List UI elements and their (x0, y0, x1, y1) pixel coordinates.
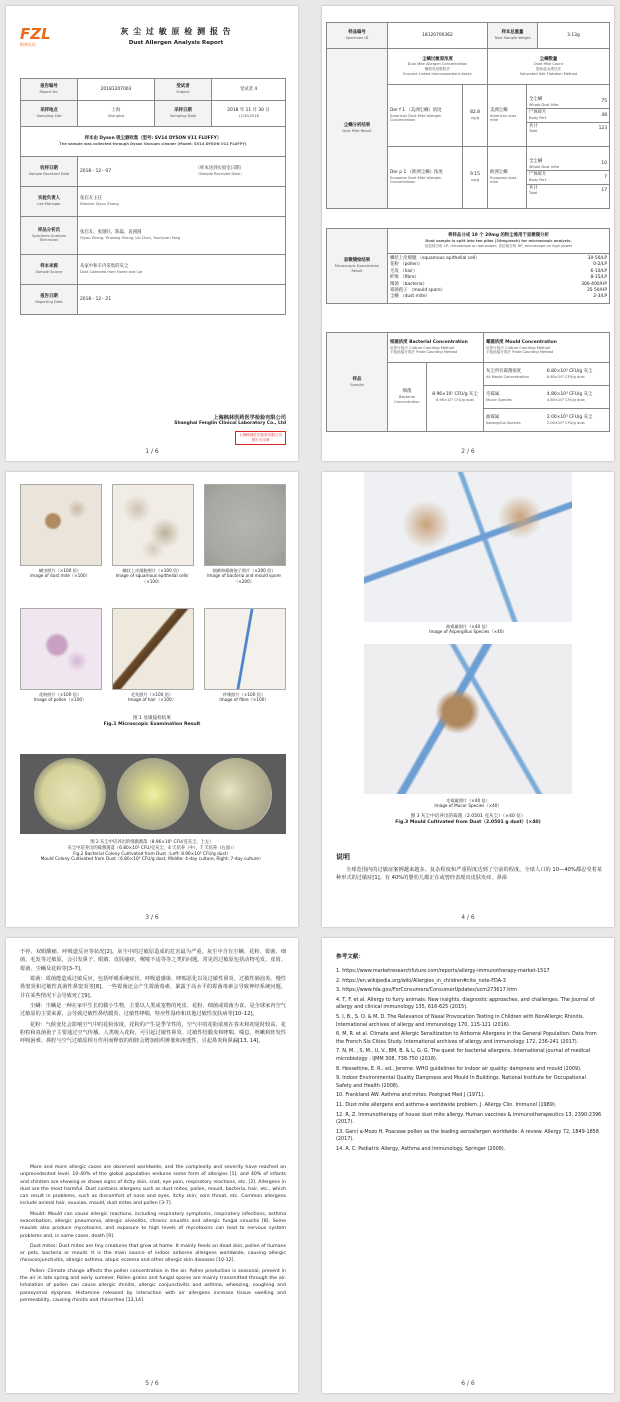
all-mould-value-en: 6.80×10³ CFU/g dust (546, 374, 585, 379)
fig1-caption-en: Fig.1 Microscopic Examination Result (103, 722, 201, 728)
subject-value: 受试者 4 (212, 79, 286, 101)
specimen-id-label: 样品编号 (348, 30, 366, 36)
fig2-caption-cn-2: 灰尘中培养出的霉菌菌落（6.80×10³ CFU/克灰尘，4 天培养（中），7 天培养（右面）） (67, 845, 237, 851)
total-weight-label: 样本总重量 (501, 30, 524, 36)
en-para-pollen: Pollen: Climate change affects the pollen concentration in the air. Pollen production is seasonal, present in the air in late spring and early summer. Pollen grains and fungal spores are mainly transmitted through the air. Inhalation of pollen can cause allergic rhinitis, allergic conjunctivitis and asthma, wheezing, coughing and paroxysmal dyspnea. Histamine released by interaction with air allergens increase tissue swelling and permeability, causing rhinitis and rhinorrhea [13,14]. (20, 1268, 286, 1303)
notes-text: 全球范围内的过敏症案例越来越多。复杂程度和严重程度达到了空前的程度。全球人口的 10—40%都忍受着某种形式的过敏症[1]。有 40%的婴幼儿都正在或曾经表现出皮肤发痒、鼻涕 (336, 867, 602, 882)
reference-item: 11. Dust mite allergens and asthma-a worldwide problem. J. Allergy Clin. Immunol (1989). (336, 1101, 557, 1108)
reporting-date-label-en: Reporting Date (35, 300, 63, 305)
cap-pollen-en: Image of pollen（×100） (33, 697, 87, 703)
american-mite-label: 美洲尘螨 (490, 107, 508, 113)
micro-row-value: 30-50/LP (587, 256, 607, 261)
site-label-en: Sampling Site (36, 114, 62, 119)
aspergillus-label: 曲霉属 (486, 414, 500, 420)
sample-note-en: The sample was collected through Dyson Vacuum cleaner (Model: SV14 DYSON V11 FLUFFY) (59, 142, 247, 147)
org-name-en: Shanghai Fenglin Clinical Laboratory Co., Ltd (174, 421, 286, 426)
eu-part-label: 尸体碎片 (529, 172, 547, 178)
en-para-1: More and more allergic cases are observed worldwide, and the complexity and severity have reached an unprecedented level. 10-40% of the global population endures some form of allergies [1], and 40% of infants and children are showing or shows signs of itchy skin, snot, eye pain, respiratory reactions, etc. [2]. Allergens in dust are the most harmful. Dust contains allergens such as dust mites, pollen, mould, bacteria, hair, etc., which can result in problems, such as discomfort of nose and eyes, itchy skin, sore throat, etc. Common allergens include animal hair, exuviae, mould, dust mites and pollen [3-7]. (20, 1165, 286, 1207)
mucor-photo (364, 644, 572, 794)
lab-seal-stamp (235, 431, 286, 445)
cap-hair-en: Image of hair（×100） (128, 697, 176, 703)
all-mould-label-en: All Mould Concentration (486, 374, 530, 379)
org-name-cn: 上海枫林医药医学检验有限公司 (213, 415, 286, 421)
am-whole-label: 全尘螨 (529, 96, 543, 102)
report-page-5 (6, 938, 298, 1393)
site-value: 上海 (111, 108, 121, 114)
signature-block (174, 414, 286, 445)
received-value: 2018－12－07 (78, 157, 155, 187)
micro-row-value: 300-400/HP (581, 281, 607, 287)
micro-row-label: 尘螨 （dust mite） (390, 294, 430, 300)
micro-row-value: 8-15/LP (590, 275, 607, 281)
micro-row-value: 2-3/LP (593, 294, 607, 300)
reference-item: 1. https://www.marketresearchfuture.com/reports/allergy-immunotherapy-market-1517 (336, 968, 550, 974)
sample-note-cn: 样本由 Dyson 吸尘器收集（型号: SV14 DYSON V11 FLUFFY） (84, 136, 222, 142)
cap-aspergillus-cn: 曲霉属照片（×40 倍） (446, 624, 490, 629)
cap-mite-cn: 螨虫照片（×100 倍） (38, 568, 82, 573)
cn-para-mite: 尘螨：尘螨是一种在家中生长的微小生物，主要以人类或宠物的死皮、花粉、细菌或霉菌为食。是全球家内空气过敏原的主要来源，会导致过敏性鼻结膜炎、过敏性哮喘，特应性湿疹和其他过敏性皮肤病等[10–12]。 (20, 1002, 286, 1018)
dust-mite-table (326, 22, 610, 209)
micro-row-value: 6-10/LP (590, 268, 607, 274)
mould-dish-4day (117, 758, 189, 830)
en-para-mould: Mould: Mould can cause allergic reactions, including respiratory symptoms, respiratory infections, asthma exacerbation, allergic pneumonia, allergic alveolitis, chronic sinusitis and allergic fungal sinusitis [8]. Some moulds also produce mycotoxins, and exposure to high levels of mycotoxins can lead to nervous system problems and, in some cases, death [9]. (20, 1211, 286, 1239)
fig2-caption-en-2: Mould Colony Cultivated from Dust（6.80×10³ CFU/g dust, Middle: 4-day culture, Right: 7-day culture） (40, 857, 264, 863)
page-number: 3 / 6 (145, 914, 159, 921)
seal-sub: 报告专用章 (251, 438, 270, 442)
cap-hair-cn: 毛发照片（×100 倍） (130, 692, 174, 697)
subject-label-en: Subject (176, 90, 190, 95)
aspergillus-value-en: 2.00×10³ CFU/g dust (546, 420, 585, 425)
report-page-6 (322, 938, 614, 1393)
specimen-id-value: 18120700362 (388, 23, 488, 49)
reporting-date-value: 2018－12－21 (78, 285, 286, 315)
count-header-en: Dust Mite Count (533, 62, 563, 67)
notes-heading: 说明 (336, 853, 350, 861)
total-weight-label-en: Total Sample Weight (494, 36, 531, 41)
date-value-en: 11/30/2018 (238, 114, 259, 119)
cap-mucor-en: Image of Mucor Species（×40） (434, 803, 502, 809)
am-total-label-en: Total (529, 129, 538, 134)
date-label: 采样日期 (174, 108, 192, 114)
mould-dish-7day (200, 758, 272, 830)
sample-label: 样品 (352, 376, 362, 382)
report-page-4 (322, 472, 614, 927)
mucor-label-en: Mucor Species (486, 397, 513, 402)
reference-item: 4. T, F. et al. Allergy to furry animals: New insights, diagnostic approaches, and challenges. The Journal of allergy and clinical immunology 135, 616-625 (2015). (336, 996, 595, 1011)
aspergillus-value: 2.00×10³ CFU/g 灰尘 (546, 414, 593, 420)
derp-value: 9.15 (470, 172, 480, 178)
am-total-value: 123 (598, 126, 607, 132)
received-note-cn: （样本送到实验室日期） (195, 166, 244, 172)
bacteria-photo (204, 484, 286, 566)
mucor-label: 毛霉属 (486, 391, 500, 397)
eu-total-value: 17 (601, 188, 607, 194)
report-page-3 (6, 472, 298, 927)
am-total-label: 共计 (529, 123, 538, 129)
reference-item: 5. I, B., S. O. & M, D. The Relevance of Nasal Provocation Testing in Children with NonAllergic Rhinitis. International archives of allergy and immunology 170, 115-121 (2016). (336, 1013, 585, 1028)
report-title-cn: 灰 尘 过 敏 原 检 测 报 告 (120, 27, 232, 36)
source-value: 从家中和车内采集的灰尘 (80, 264, 129, 270)
reference-item: 8. Hesseltine, E. R., ed., Jerome. WHO guidelines for indoor air quality: dampness and mould (2009). (336, 1065, 582, 1072)
mite-result-label: 尘螨分析结果 (343, 123, 371, 129)
bacteria-label: 细菌 (402, 389, 412, 395)
cap-fibre-en: Image of fibre（×100） (219, 697, 269, 703)
epithelial-photo (112, 484, 194, 566)
received-label-en: Sample Received Date (28, 172, 70, 177)
received-label: 收样日期 (40, 166, 58, 172)
fig3-caption-cn: 图 3 灰尘中培养出的霉菌（2.0501 克灰尘）（×40 倍） (410, 814, 526, 819)
cap-bacteria-cn: 细菌和霉菌孢子照片（×200 倍） (212, 568, 276, 573)
specimen-id-label-en: Specimen ID (345, 36, 369, 41)
derp-label: Der p 1 （欧洲尘螨）浓度 (390, 169, 443, 175)
reference-item: 12. R, Z. Immunotherapy of house dust mite allergy. Human vaccines & immunotherapeutics 13, 2390-2396 (2017). (336, 1111, 602, 1126)
count-method-en: Saturated Salt Flotation Method (519, 71, 578, 76)
cn-paragraphs (20, 948, 286, 1045)
references-list (336, 968, 602, 1155)
european-mite-label-en: European dust mite (490, 175, 517, 185)
count-method-cn: 饱和盐水漂浮法 (535, 67, 562, 72)
reference-item: 9. Indoor Environmental Quality Dampness and Mould In Buildings. National Institute for Occupational Safety and Health (2008). (336, 1075, 586, 1089)
source-label-en: Sample Source (35, 270, 63, 275)
logo-letters: FZL (20, 25, 51, 43)
lab-manager-value: 张启友主任 (80, 196, 102, 202)
en-paragraphs (20, 1164, 286, 1304)
conc-method-en: Enzyme Linked Immunosorbent Assay (403, 71, 472, 76)
eu-whole-label: 全尘螨 (529, 158, 543, 164)
cap-aspergillus-en: Image of Aspergillus Species（×40） (429, 629, 507, 635)
source-label: 样本来源 (40, 264, 58, 270)
am-part-label: 尸体碎片 (529, 110, 547, 116)
derp-unit: ng/g (470, 178, 480, 183)
bacteria-label-en-2: Concentration (394, 399, 420, 404)
received-note-en: （Sample Received Date） (195, 172, 244, 177)
derf-value: 82.8 (470, 110, 480, 116)
lab-manager-label: 实验负责人 (38, 196, 60, 202)
bacteria-dish (34, 758, 106, 830)
report-title-en: Dust Allergen Analysis Report (128, 40, 224, 46)
cn-para-1: 不停、双眼酸痛、呼吸道反应等状况[2]。灰尘中的过敏原造成的危害最为严重。灰尘中含有尘螨、花粉、霉菌、细菌、毛发等过敏原，会引发鼻子、眼睛、皮肤瘙痒，喉咙不适等等之类的问题。常见的过敏原包括动物毛发、皮屑、霉菌、尘螨及花粉等[3–7]。 (20, 949, 286, 972)
eu-whole-value: 10 (591, 158, 609, 171)
micro-row-label: 纤维 （fibre） (390, 275, 419, 281)
cn-para-pollen: 花粉：气候变化会影响空气中的花粉浓度。花粉的产生是季节性的，空气中的花粉浓度在春末和初夏时较高，花粉粒和真菌孢子主要通过空气传播。人类吸入花粉，可引起过敏性鼻炎、过敏性结膜炎和哮喘、喘息、咳嗽和阵发性呼吸困难。鼻腔与空气过敏原相互作用而释放的组胺会增加组织肿胀和渗透性，引起鼻炎和鼻漏[13, 14]。 (20, 1021, 286, 1045)
cn-para-mould: 霉菌：霉菌能造成过敏反应，包括呼吸系统症状、呼吸道感染、哮喘恶化以及过敏性鼻炎、过敏性肺泡炎、慢性鼻窦炎和过敏性真菌性鼻窦炎等[8]。一些霉菌还会产生霉菌毒素，暴露于高水平的霉菌毒素会导致神经系统问题，并在某些情况下会导致死亡[9]。 (20, 975, 286, 999)
technician-label-en-2: Technician (39, 238, 59, 243)
reference-item: 6. M, R. et al. Climate and Allergic Sensitization to Airborne Allergens in the General Population: Data from the French Six Cities Study. International archives of allergy and immunology 172, 236-241 (2017). (336, 1031, 597, 1045)
dust-mite-photo (20, 484, 102, 566)
site-label: 采样地点 (40, 108, 58, 114)
cap-bacteria-en: Image of bacteria and mould spore（×200） (207, 573, 281, 584)
page-number: 1 / 6 (145, 448, 159, 455)
conc-header-en: Dust Mite Allergen Concentration (407, 62, 468, 67)
cap-mucor-cn: 毛霉属照片（×40 倍） (446, 798, 490, 803)
fig2-caption-cn-1: 图 2 灰尘中培养出的细菌菌落（8.96×10⁵ CFU/克灰尘，上左） (90, 840, 214, 845)
micro-result-label-en-2: Result (351, 268, 363, 273)
bacteria-method: 培养计数法 Culture Counting Method (390, 345, 455, 350)
am-part-label-en: Body Part (529, 116, 547, 121)
micro-list (390, 256, 607, 301)
technician-label-en: Specimen Analysis (32, 233, 66, 238)
culture-dish-photos (20, 754, 286, 834)
reference-item: 14. A, C. Pediatric Allergy, Asthma and Immunology. Springer (2008). (336, 1145, 506, 1152)
all-mould-label: 灰尘所有霉菌浓度 (486, 368, 522, 374)
cap-epithelial-en: Image of squamous epithelial cells（×100） (115, 573, 189, 584)
micro-result-label-en: Microscopic Examination (334, 264, 380, 268)
derf-unit: ng/g (470, 116, 480, 121)
micro-header-note: 低倍镜分析 LP, microscope on low power; 高倍镜分析 HP, microscope on high power (424, 243, 573, 248)
total-weight-value: 3.13g (537, 23, 609, 49)
reference-item: 7. N, M. , S, M., U, V., BM, B. & L, G. G. The quest for bacterial allergens. International journal of medical microbiology : IJMM 308, 738-750 (2018). (336, 1048, 591, 1062)
count-header-cn: 尘螨数量 (539, 56, 558, 62)
hair-photo (112, 608, 194, 690)
seal-text: 上海枫林医学检验有限公司 (238, 433, 282, 437)
logo-text: 枫林医检 (20, 42, 36, 47)
am-whole-label-en: Whole Dust Mite (529, 102, 559, 107)
eu-part-label-en: Body Part (529, 178, 547, 183)
micro-row (390, 294, 607, 300)
cap-epithelial-cn: 螨状上皮细胞照片（×100 倍） (122, 568, 182, 573)
mould-header: 霉菌浓度 Mould Concentration (486, 339, 557, 345)
company-logo (20, 26, 52, 50)
pollen-photo (20, 608, 102, 690)
conc-method-cn: 酶联免疫吸附法 (424, 67, 451, 72)
fig1-caption-cn: 图 1 显微镜检结果 (132, 716, 171, 721)
fibre-photo (204, 608, 286, 690)
bacteria-value: 8.96×10⁵ CFU/g 灰尘 (432, 391, 478, 397)
page-number: 2 / 6 (461, 448, 475, 455)
bacteria-method-2: 平板菌落计数法 Plate Counting Method (390, 350, 458, 355)
page-number: 5 / 6 (145, 1380, 159, 1387)
mite-result-label-en: Dust Mite Result (342, 129, 372, 134)
conc-header-cn: 尘螨过敏原浓度 (422, 56, 453, 62)
report-page-2 (322, 6, 614, 461)
micro-row-value: 0-2/LP (593, 262, 607, 268)
bacteria-header: 细菌浓度 Bacterial Concentration (390, 339, 468, 345)
cap-pollen-cn: 花粉照片（×100 倍） (38, 692, 82, 697)
derf-label-en: American Dust Mite Allergen Concentration (390, 113, 442, 123)
report-no-label-en: Report No. (39, 90, 59, 95)
micro-row-label: 霉菌孢子 （mould spore） (390, 287, 446, 293)
technician-label: 样品分析员 (38, 227, 60, 233)
site-value-en: Shanghai (107, 114, 125, 119)
page-number: 6 / 6 (461, 1380, 475, 1387)
eu-whole-label-en: Whole Dust mite (529, 164, 559, 169)
micro-row-label: 鳞状上皮细胞 （squamous epithelial cell） (390, 256, 480, 261)
micro-row-value: 35-50/HP (586, 287, 607, 293)
technician-value-en: Qiyou Zhang, Yinwang Zhang, Lei Chen, Yuanyuan Fang (80, 236, 181, 241)
technician-value: 张启友、张银旺、陈磊、袁圆圆 (80, 230, 142, 236)
eu-total-label: 共计 (529, 185, 538, 191)
report-no-value: 20181207003 (78, 79, 155, 101)
mould-method: 培养计数法 Culture Counting Method (486, 345, 551, 350)
micro-header-en: Dust sample is split into ten piles (20mg/each) for microscopic analysis. (425, 239, 572, 244)
report-info-table (20, 78, 286, 315)
mould-method-2: 平板菌落计数法 Plate Counting Method (486, 350, 554, 355)
reference-item: 13. Garcí a-Mozo H. Poaceae pollen as the leading aeroallergen worldwide: A review. Allergy 72, 1849-1858 (2017). (336, 1128, 599, 1143)
reference-item: 10. Frankland AW. Asthma and mites. Postgrad Med J (1971). (336, 1092, 485, 1099)
eu-part-value: 7 (591, 171, 609, 184)
fig2-caption-en-1: Fig.2 Bacterial Colony Cultivated from Dust（Left: 8.96×10⁵ CFU/g dust） (73, 851, 231, 857)
am-part-value: 48 (587, 109, 609, 122)
mucor-value: 4.80×10³ CFU/g 灰尘 (546, 391, 593, 397)
bacteria-value-en: 8.96×10⁵ CFU/g dust (436, 397, 474, 402)
lab-manager-label-en: Lab Manager (37, 202, 61, 207)
microscopy-table (326, 228, 610, 304)
source-value-en: Dust Collected from Home and Car (80, 270, 143, 275)
references-heading: 参考文献： (336, 954, 364, 960)
am-whole-value: 75 (587, 96, 609, 109)
mucor-value-en: 4.80×10³ CFU/g dust (546, 397, 585, 402)
fig3-caption-en: Fig.3 Mould Cultivated from Dust（2.0501 g dust）(×40) (395, 820, 541, 826)
subject-label: 受试者 (176, 84, 190, 90)
bacteria-label-en: Bacterial (399, 395, 415, 400)
cap-fibre-cn: 纤维照片（×100 倍） (222, 692, 266, 697)
reference-item: 3. https://www.fda.gov/ForConsumers/ConsumerUpdates/ucm273617.htm (336, 987, 518, 994)
en-para-mite: Dust mites: Dust mites are tiny creatures that grow at home. It mainly feeds on dead skin, pollen of humans or pets, bacteria or mould. It is the main source of indoor airborne allergens worldwide, causing allergic rhinoconjunctivitis, allergic asthma, atopic eczema and other allergic skin diseases [10-12]. (20, 1243, 286, 1264)
micro-row-label: 细菌 （bacteria） (390, 281, 427, 287)
sample-label-en: Sample (350, 382, 364, 387)
european-mite-label: 欧洲尘螨 (490, 169, 508, 175)
report-page-1 (6, 6, 298, 461)
derp-label-en: European Dust Mite Allergen Concentration (390, 175, 442, 185)
date-value: 2018 年 11 月 30 日 (227, 108, 270, 114)
page-number: 4 / 6 (461, 914, 475, 921)
derf-label: Der f 1 （美洲尘螨）浓度 (390, 107, 442, 113)
cap-mite-en: Image of dust mite（×100） (30, 573, 90, 579)
all-mould-value: 6.80×10³ CFU/g 灰尘 (546, 368, 593, 374)
eu-total-label-en: Total (529, 191, 538, 196)
reference-item: 2. https://en.wikipedia.org/wiki/Allergies_in_children#cite_note-FDA-3 (336, 977, 506, 984)
lab-manager-value-en: Director Qiyou Zhang (80, 202, 119, 207)
micro-header-cn: 将样品分成 10 个 20mg 的粉尘堆用于显微镜分析 (448, 233, 549, 239)
reporting-date-label: 报告日期 (40, 294, 58, 300)
micro-result-label: 显微镜检结果 (343, 258, 371, 264)
aspergillus-photo (364, 472, 572, 622)
date-label-en: Sampling Date (169, 114, 197, 119)
micro-row-label: 毛发 （hair） (390, 268, 418, 274)
american-mite-label-en: American dust mite (490, 113, 517, 123)
report-no-label: 报告编号 (40, 84, 58, 90)
aspergillus-label-en: Aspergillus Species (486, 420, 521, 425)
micro-row-label: 花粉 （pollen） (390, 262, 423, 268)
culture-table (326, 332, 610, 432)
